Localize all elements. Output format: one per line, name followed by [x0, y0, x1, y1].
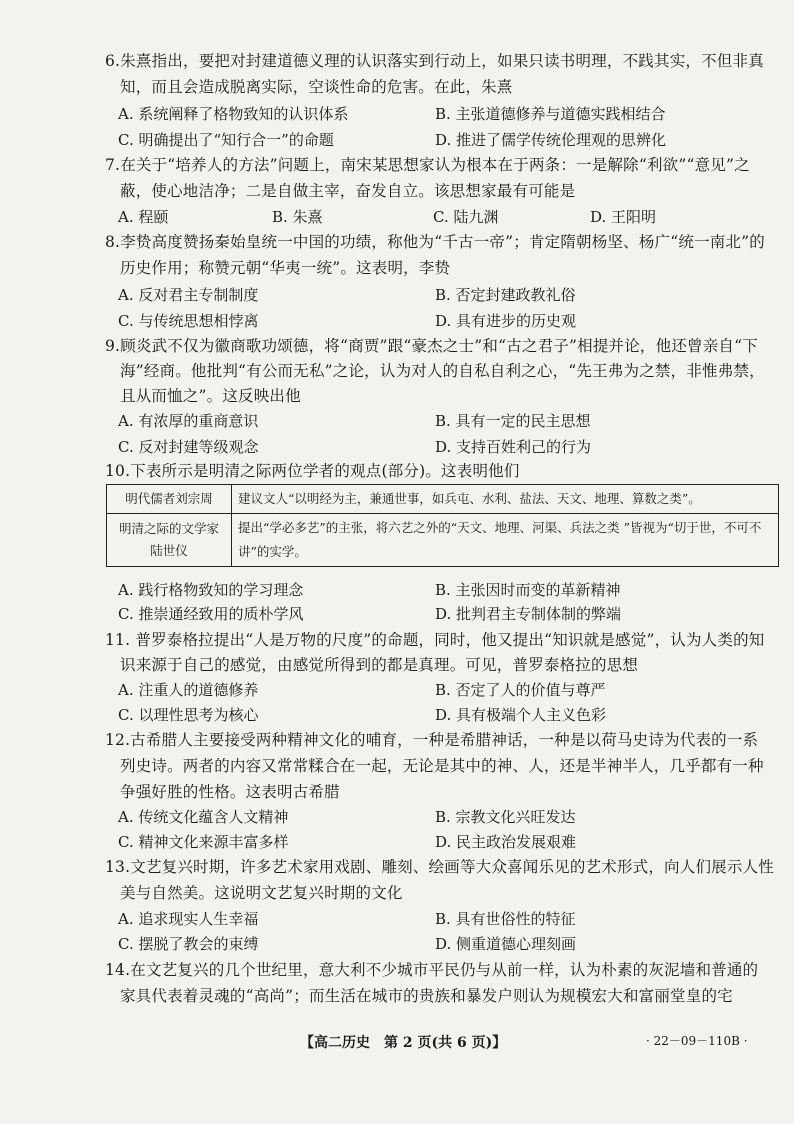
- option-b: B. 否定了人的价值与尊严: [435, 681, 606, 699]
- question-text-line: 家具代表着灵魂的“高尚”；而生活在城市的贵族和暴发户则认为规模宏大和富丽堂皇的宅: [120, 987, 733, 1005]
- question-text-line: 14.在文艺复兴的几个世纪里，意大利不少城市平民仍与从前一样，认为朴素的灰泥墙和普通的: [105, 961, 759, 979]
- option-a: A. 传统文化蕴含人文精神: [118, 808, 289, 826]
- question-text-line: 且从而恤之”。这反映出他: [120, 387, 301, 405]
- option-c: C. 摆脱了教会的束缚: [118, 935, 259, 953]
- question-text-line: 识来源于自己的感觉，由感觉所得到的都是真理。可见，普罗泰格拉的思想: [120, 656, 639, 674]
- question-text-line: 美与自然美。这说明文艺复兴时期的文化: [120, 884, 403, 902]
- question-text-line: 8.李贽高度赞扬秦始皇统一中国的功绩，称他为“千古一帝”；肯定隋朝杨坚、杨广“统一南北”的: [105, 233, 765, 251]
- question-text-line: 9.顾炎武不仅为徽商歌功颂德，将“商贾”跟“豪杰之士”和“古之君子”相提并论，他还曾亲自“下: [105, 337, 758, 355]
- option-c: C. 以理性思考为核心: [118, 706, 259, 724]
- question-text-line: 蔽，使心地洁净；二是自做主宰，奋发自立。该思想家最有可能是: [120, 182, 576, 200]
- question-text-line: 列史诗。两者的内容又常常糅合在一起，无论是其中的神、人，还是半神半人，几乎都有一种: [120, 757, 764, 775]
- option-b: B. 否定封建政教礼俗: [435, 286, 576, 304]
- table-cell-head: 明代儒者刘宗周: [107, 485, 232, 514]
- option-d: D. 王阳明: [590, 208, 657, 226]
- option-d: D. 具有进步的历史观: [435, 312, 577, 330]
- option-c: C. 反对封建等级观念: [118, 438, 259, 456]
- option-d: D. 民主政治发展艰难: [435, 833, 577, 851]
- option-d: D. 支持百姓利己的行为: [435, 438, 592, 456]
- exam-code: · 22－09－110B ·: [646, 1034, 748, 1048]
- option-d: D. 批判君主专制体制的弊端: [435, 605, 622, 623]
- question-text-line: 知，而且会造成脱离实际，空谈性命的危害。在此，朱熹: [120, 78, 513, 96]
- option-b: B. 朱熹: [272, 208, 323, 226]
- option-b: B. 具有世俗性的特征: [435, 910, 576, 928]
- option-a: A. 系统阐释了格物致知的认识体系: [118, 105, 349, 123]
- option-c: C. 明确提出了“知行合一”的命题: [118, 131, 334, 149]
- question-text-line: 争强好胜的性格。这表明古希腊: [120, 783, 340, 801]
- table-row: [107, 514, 779, 567]
- option-c: C. 精神文化来源丰富多样: [118, 833, 289, 851]
- question-text-line: 7.在关于“培养人的方法”问题上，南宋某思想家认为根本在于两条：一是解除“利欲”“意见”之: [105, 156, 750, 174]
- option-b: B. 具有一定的民主思想: [435, 412, 591, 430]
- question-text-line: 历史作用；称赞元朝“华夷一统”。这表明，李贽: [120, 259, 451, 277]
- option-b: B. 主张因时而变的革新精神: [435, 581, 621, 599]
- option-a: A. 反对君主专制制度: [118, 286, 259, 304]
- question-text-line: 11. 普罗泰格拉提出“人是万物的尺度”的命题，同时，他又提出“知识就是感觉”，认为人类的知: [105, 631, 765, 649]
- option-d: D. 具有极端个人主义色彩: [435, 706, 607, 724]
- option-a: A. 践行格物致知的学习理念: [118, 581, 304, 599]
- question-text-line: 10.下表所示是明清之际两位学者的观点(部分)。这表明他们: [105, 462, 520, 480]
- question-text-line: 12.古希腊人主要接受两种精神文化的哺育，一种是希腊神话，一种是以荷马史诗为代表的一系: [105, 731, 759, 749]
- table-cell-content: 建议文人“以明经为主，兼通世事，如兵屯、水利、盐法、天文、地理、算数之类”。: [232, 485, 779, 514]
- option-a: A. 有浓厚的重商意识: [118, 412, 259, 430]
- option-d: D. 侧重道德心理刻画: [435, 935, 577, 953]
- comparison-table: [106, 484, 779, 567]
- option-c: C. 陆九渊: [433, 208, 499, 226]
- page-footer: 【高二历史 第 2 页(共 6 页)】: [300, 1035, 507, 1051]
- option-b: B. 主张道德修养与道德实践相结合: [435, 105, 666, 123]
- option-a: A. 程颐: [118, 208, 169, 226]
- question-text-line: 6.朱熹指出，要把对封建道德义理的认识落实到行动上，如果只读书明理，不践其实，不但非真: [105, 52, 764, 70]
- question-text-line: 13.文艺复兴时期，许多艺术家用戏剧、雕刻、绘画等大众喜闻乐见的艺术形式，向人们展示人性: [105, 858, 774, 876]
- option-c: C. 与传统思想相悖离: [118, 312, 259, 330]
- option-b: B. 宗教文化兴旺发达: [435, 808, 576, 826]
- option-a: A. 注重人的道德修养: [118, 681, 259, 699]
- table-cell-content: 提出“学必多艺”的主张，将六艺之外的“天文、地理、河渠、兵法之类 ”皆视为“切于世，不可不讲”的实学。: [232, 514, 779, 567]
- table-cell-head: 明清之际的文学家陆世仪: [107, 514, 232, 567]
- table-row: [107, 485, 779, 514]
- option-a: A. 追求现实人生幸福: [118, 910, 259, 928]
- question-text-line: 海”经商。他批判“有公而无私”之论，认为对人的自私自利之心，“先王弗为之禁，非惟弗禁，: [120, 362, 765, 380]
- option-d: D. 推进了儒学传统伦理观的思辨化: [435, 131, 667, 149]
- option-c: C. 推崇通经致用的质朴学风: [118, 605, 304, 623]
